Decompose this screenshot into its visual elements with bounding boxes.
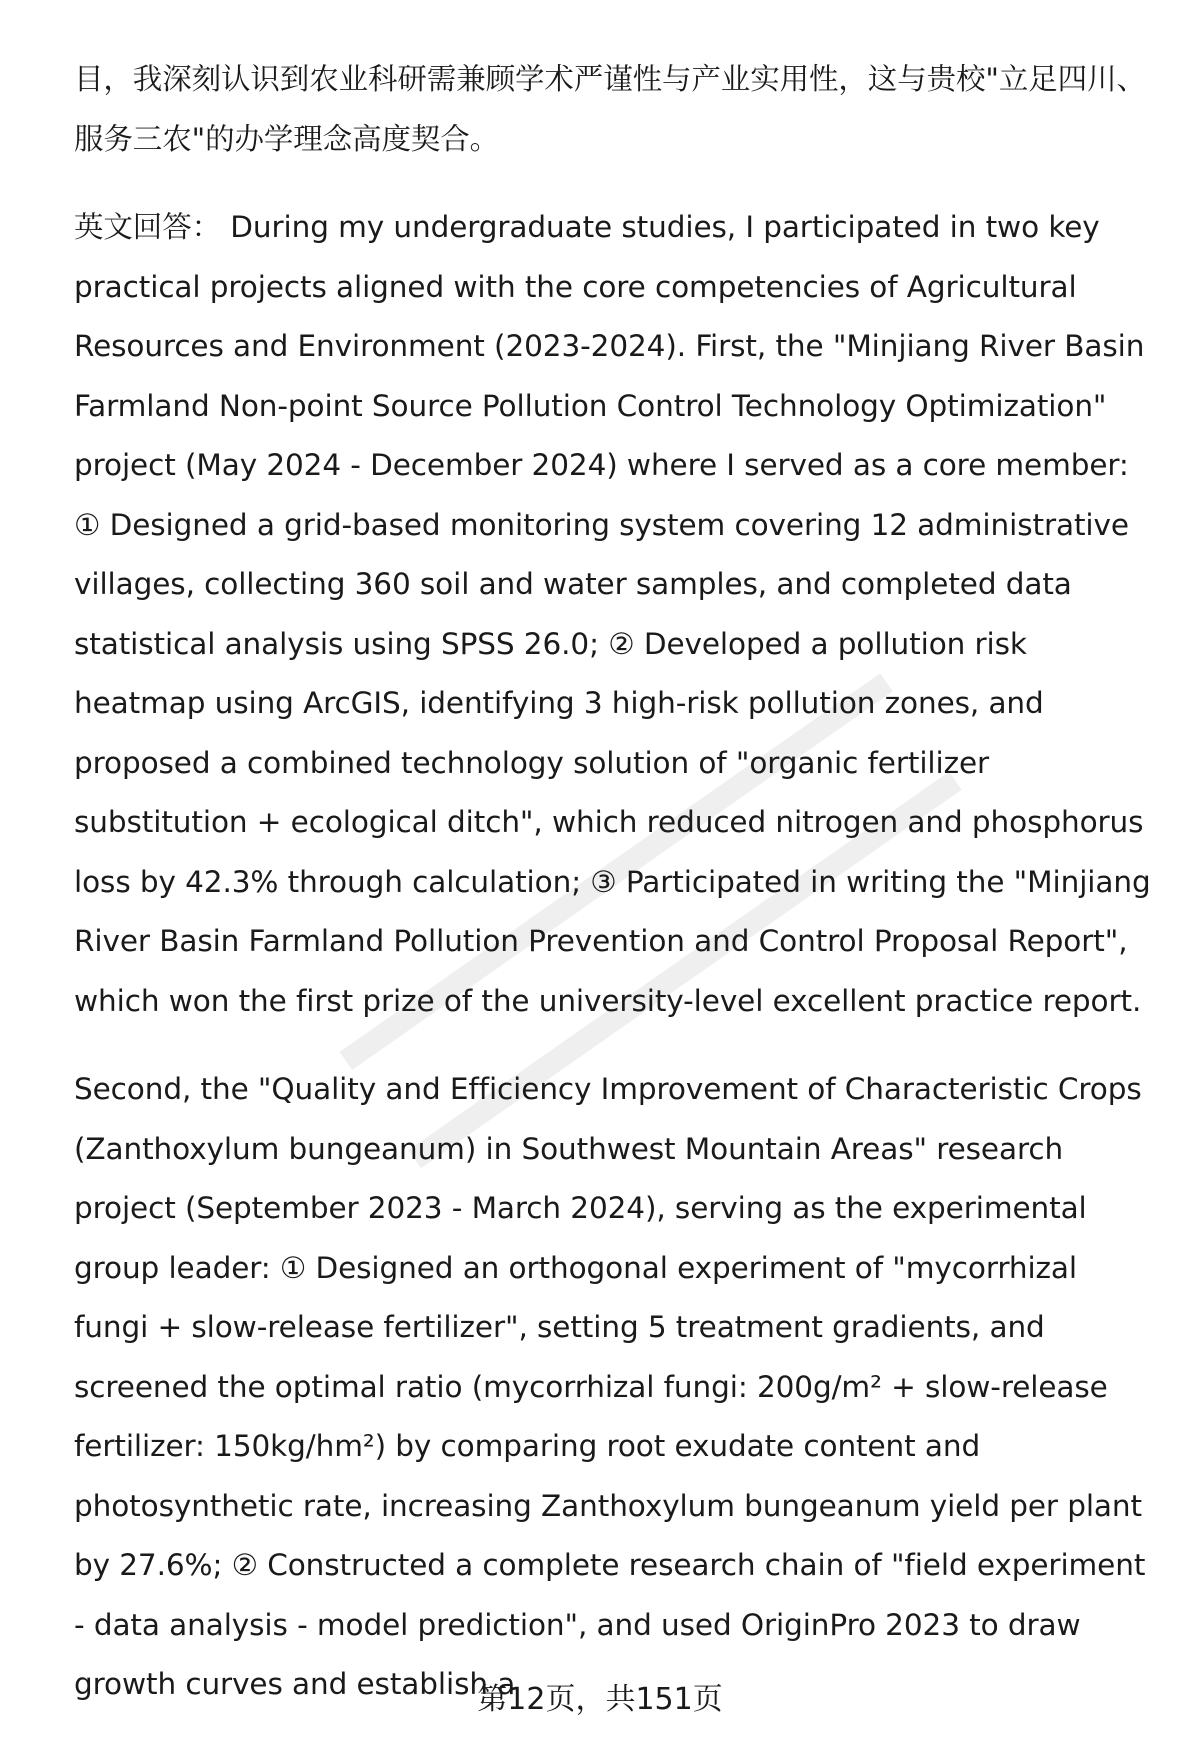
document-page [74, 50, 1154, 1715]
paragraph-english-answer-project-1: 英文回答： During my undergraduate studies, I participated in two key practical projects aligned with the core competencies of Agricultural Resources and Environment (2023-2024). First, the "Minjiang River Basin Farmland Non-point Source Pollution Control Technology Optimization" project (May 2024 - December 2024) where I served as a core member: ① Designed a grid-based monitoring system covering 12 administrative villages, collecting 360 soil and water samples, and completed data statistical analysis using SPSS 26.0; ② Developed a pollution risk heatmap using ArcGIS, identifying 3 high-risk pollution zones, and proposed a combined technology solution of "organic fertilizer substitution + ecological ditch", which reduced nitrogen and phosphorus loss by 42.3% through calculation; ③ Participated in writing the "Minjiang River Basin Farmland Pollution Prevention and Control Proposal Report", which won the first prize of the university-level excellent practice report. [74, 210, 1151, 1018]
paragraph-chinese-conclusion: 目，我深刻认识到农业科研需兼顾学术严谨性与产业实用性，这与贵校"立足四川、服务三农"的办学理念高度契合。 [74, 62, 1146, 156]
paragraph-english-answer-project-2: Second, the "Quality and Efficiency Improvement of Characteristic Crops (Zanthoxylum bungeanum) in Southwest Mountain Areas" research project (September 2023 - March 2024), serving as the experimental group leader: ① Designed an orthogonal experiment of "mycorrhizal fungi + slow-release fertilizer", setting 5 treatment gradients, and screened the optimal ratio (mycorrhizal fungi: 200g/m² + slow-release fertilizer: 150kg/hm²) by comparing root exudate content and photosynthetic rate, increasing Zanthoxylum bungeanum yield per plant by 27.6%; ② Constructed a complete research chain of "field experiment - data analysis - model prediction", and used OriginPro 2023 to draw growth curves and establish a [74, 1072, 1146, 1701]
page-number-footer: 第12页，共151页 [477, 1682, 723, 1717]
